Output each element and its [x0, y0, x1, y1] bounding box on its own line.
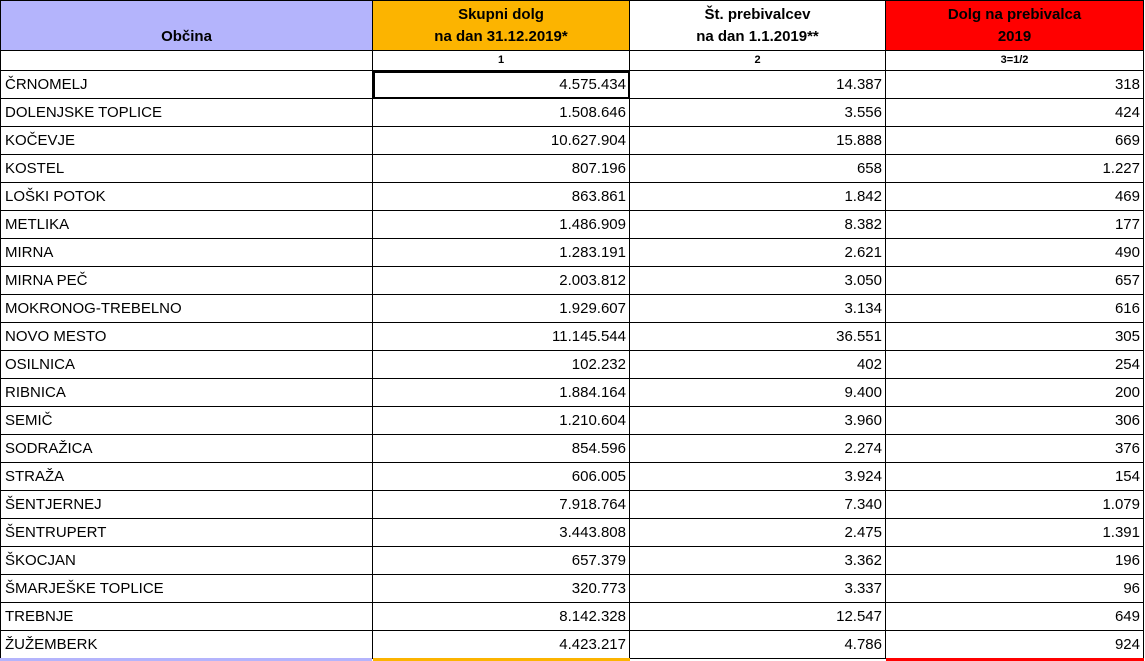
table-row [1, 491, 1144, 519]
table-row [1, 211, 1144, 239]
index-cell[interactable] [1, 51, 373, 71]
cell-dolg-na-prebivalca[interactable]: 1.227 [886, 155, 1144, 183]
cell-skupni-dolg[interactable]: 4.575.434 [373, 71, 630, 99]
cell-st-prebivalcev[interactable]: 658 [630, 155, 886, 183]
table-row [1, 435, 1144, 463]
cell-dolg-na-prebivalca[interactable]: 376 [886, 435, 1144, 463]
cell-st-prebivalcev[interactable]: 4.786 [630, 631, 886, 659]
index-cell[interactable]: 1 [373, 51, 630, 71]
cell-dolg-na-prebivalca[interactable]: 649 [886, 603, 1144, 631]
header-row [1, 1, 1144, 51]
cell-dolg-na-prebivalca[interactable]: 196 [886, 547, 1144, 575]
cell-obcina[interactable]: ŠMARJEŠKE TOPLICE [1, 575, 373, 603]
cell-obcina[interactable]: NOVO MESTO [1, 323, 373, 351]
cell-obcina[interactable]: MOKRONOG-TREBELNO [1, 295, 373, 323]
cell-dolg-na-prebivalca[interactable]: 177 [886, 211, 1144, 239]
cell-skupni-dolg[interactable]: 1.929.607 [373, 295, 630, 323]
index-cell[interactable]: 2 [630, 51, 886, 71]
table-body [1, 71, 1144, 659]
cell-st-prebivalcev[interactable]: 3.556 [630, 99, 886, 127]
cell-obcina[interactable]: METLIKA [1, 211, 373, 239]
header-skupni-dolg-line2: na dan 31.12.2019* [434, 28, 568, 45]
cell-skupni-dolg[interactable]: 7.918.764 [373, 491, 630, 519]
cell-skupni-dolg[interactable]: 854.596 [373, 435, 630, 463]
table-row [1, 267, 1144, 295]
table-row [1, 183, 1144, 211]
table-row [1, 323, 1144, 351]
header-obcina[interactable] [1, 1, 373, 51]
cell-skupni-dolg[interactable]: 320.773 [373, 575, 630, 603]
cell-st-prebivalcev[interactable]: 1.842 [630, 183, 886, 211]
cell-obcina[interactable]: LOŠKI POTOK [1, 183, 373, 211]
table-row [1, 127, 1144, 155]
cell-skupni-dolg[interactable]: 3.443.808 [373, 519, 630, 547]
cell-obcina[interactable]: MIRNA PEČ [1, 267, 373, 295]
table-row [1, 99, 1144, 127]
cell-st-prebivalcev[interactable]: 9.400 [630, 379, 886, 407]
cell-st-prebivalcev[interactable]: 2.475 [630, 519, 886, 547]
cell-dolg-na-prebivalca[interactable]: 305 [886, 323, 1144, 351]
cell-obcina[interactable]: OSILNICA [1, 351, 373, 379]
cell-skupni-dolg[interactable]: 1.210.604 [373, 407, 630, 435]
index-cell[interactable]: 3=1/2 [886, 51, 1144, 71]
cell-obcina[interactable]: ŠENTRUPERT [1, 519, 373, 547]
cell-st-prebivalcev[interactable]: 3.924 [630, 463, 886, 491]
cell-skupni-dolg[interactable]: 1.884.164 [373, 379, 630, 407]
cell-dolg-na-prebivalca[interactable]: 657 [886, 267, 1144, 295]
table-row [1, 631, 1144, 659]
cell-st-prebivalcev[interactable]: 402 [630, 351, 886, 379]
table-row [1, 407, 1144, 435]
cell-st-prebivalcev[interactable]: 15.888 [630, 127, 886, 155]
header-dolg-na-prebivalca[interactable] [886, 1, 1144, 51]
cell-obcina[interactable]: DOLENJSKE TOPLICE [1, 99, 373, 127]
cell-skupni-dolg[interactable]: 807.196 [373, 155, 630, 183]
cell-skupni-dolg[interactable]: 1.508.646 [373, 99, 630, 127]
header-skupni-dolg-line1: Skupni dolg [458, 6, 544, 23]
cell-obcina[interactable]: ČRNOMELJ [1, 71, 373, 99]
cell-dolg-na-prebivalca[interactable]: 306 [886, 407, 1144, 435]
cell-dolg-na-prebivalca[interactable]: 154 [886, 463, 1144, 491]
index-row [1, 51, 1144, 71]
table-row [1, 155, 1144, 183]
cell-st-prebivalcev[interactable]: 2.274 [630, 435, 886, 463]
cell-st-prebivalcev[interactable]: 14.387 [630, 71, 886, 99]
cell-dolg-na-prebivalca[interactable]: 616 [886, 295, 1144, 323]
cell-obcina[interactable]: SODRAŽICA [1, 435, 373, 463]
cell-st-prebivalcev[interactable]: 12.547 [630, 603, 886, 631]
cell-st-prebivalcev[interactable]: 3.362 [630, 547, 886, 575]
cell-obcina[interactable]: SEMIČ [1, 407, 373, 435]
cell-obcina[interactable]: RIBNICA [1, 379, 373, 407]
cell-dolg-na-prebivalca[interactable]: 469 [886, 183, 1144, 211]
cell-st-prebivalcev[interactable]: 7.340 [630, 491, 886, 519]
cell-skupni-dolg[interactable]: 606.005 [373, 463, 630, 491]
cell-skupni-dolg[interactable]: 1.283.191 [373, 239, 630, 267]
table-row [1, 295, 1144, 323]
table-row [1, 71, 1144, 99]
cell-skupni-dolg[interactable]: 2.003.812 [373, 267, 630, 295]
cell-dolg-na-prebivalca[interactable]: 200 [886, 379, 1144, 407]
cell-dolg-na-prebivalca[interactable]: 1.079 [886, 491, 1144, 519]
cell-dolg-na-prebivalca[interactable]: 318 [886, 71, 1144, 99]
table-row [1, 603, 1144, 631]
cell-skupni-dolg[interactable]: 10.627.904 [373, 127, 630, 155]
header-dolg-na-prebivalca-line1: Dolg na prebivalca [947, 6, 1082, 23]
cell-skupni-dolg[interactable]: 657.379 [373, 547, 630, 575]
table-row [1, 547, 1144, 575]
cell-st-prebivalcev[interactable]: 2.621 [630, 239, 886, 267]
cell-st-prebivalcev[interactable]: 36.551 [630, 323, 886, 351]
table-row [1, 379, 1144, 407]
header-skupni-dolg[interactable] [373, 1, 630, 51]
cell-dolg-na-prebivalca[interactable]: 254 [886, 351, 1144, 379]
table-row [1, 519, 1144, 547]
header-st-prebivalcev[interactable] [630, 1, 886, 51]
cell-skupni-dolg[interactable]: 863.861 [373, 183, 630, 211]
cell-obcina[interactable]: KOČEVJE [1, 127, 373, 155]
cell-st-prebivalcev[interactable]: 3.960 [630, 407, 886, 435]
cell-dolg-na-prebivalca[interactable]: 1.391 [886, 519, 1144, 547]
cell-dolg-na-prebivalca[interactable]: 96 [886, 575, 1144, 603]
cell-skupni-dolg[interactable]: 8.142.328 [373, 603, 630, 631]
cell-dolg-na-prebivalca[interactable]: 924 [886, 631, 1144, 659]
cell-dolg-na-prebivalca[interactable]: 490 [886, 239, 1144, 267]
cell-dolg-na-prebivalca[interactable]: 669 [886, 127, 1144, 155]
cell-obcina[interactable]: MIRNA [1, 239, 373, 267]
cell-obcina[interactable]: ŠKOCJAN [1, 547, 373, 575]
cell-obcina[interactable]: ŠENTJERNEJ [1, 491, 373, 519]
table-row [1, 351, 1144, 379]
header-obcina-label: Občina [161, 28, 212, 45]
cell-st-prebivalcev[interactable]: 3.134 [630, 295, 886, 323]
header-st-prebivalcev-line2: na dan 1.1.2019** [696, 28, 819, 45]
cell-skupni-dolg[interactable]: 1.486.909 [373, 211, 630, 239]
header-st-prebivalcev-line1: Št. prebivalcev [704, 6, 811, 23]
cell-skupni-dolg[interactable]: 102.232 [373, 351, 630, 379]
cell-obcina[interactable]: KOSTEL [1, 155, 373, 183]
cell-dolg-na-prebivalca[interactable]: 424 [886, 99, 1144, 127]
cell-obcina[interactable]: STRAŽA [1, 463, 373, 491]
table-row [1, 575, 1144, 603]
cell-obcina[interactable]: TREBNJE [1, 603, 373, 631]
cell-st-prebivalcev[interactable]: 8.382 [630, 211, 886, 239]
table-row [1, 239, 1144, 267]
cell-skupni-dolg[interactable]: 11.145.544 [373, 323, 630, 351]
cell-skupni-dolg[interactable]: 4.423.217 [373, 631, 630, 659]
table-row [1, 463, 1144, 491]
cell-st-prebivalcev[interactable]: 3.337 [630, 575, 886, 603]
cell-st-prebivalcev[interactable]: 3.050 [630, 267, 886, 295]
cell-obcina[interactable]: ŽUŽEMBERK [1, 631, 373, 659]
header-dolg-na-prebivalca-line2: 2019 [997, 28, 1032, 45]
